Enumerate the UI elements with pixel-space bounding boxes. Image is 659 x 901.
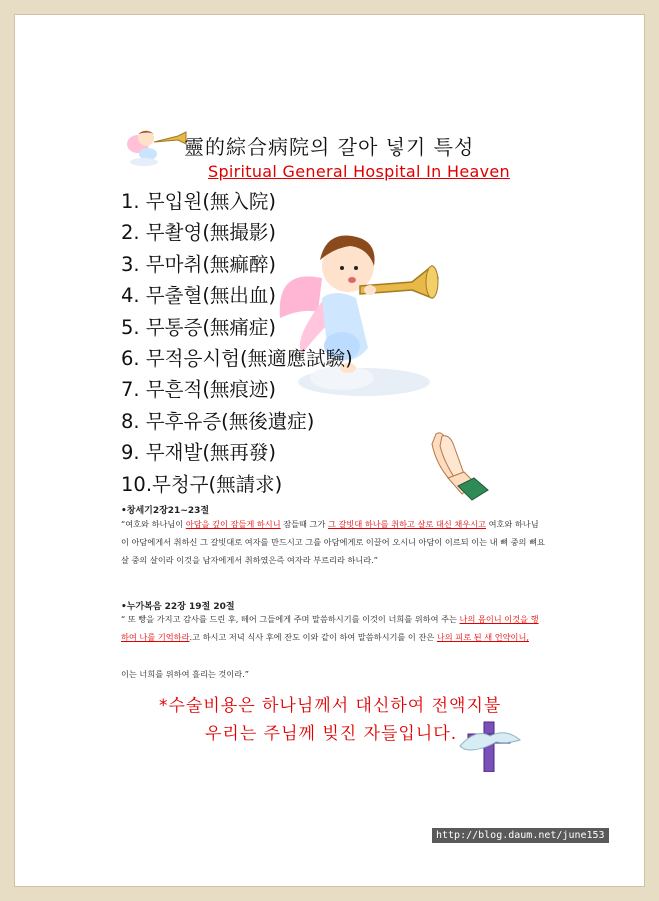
cross-icon bbox=[456, 720, 522, 772]
blog-url-watermark: http://blog.daum.net/june153 bbox=[432, 828, 609, 843]
list-item: 8. 무후유증(無後遺症) bbox=[121, 409, 315, 433]
small-angel-icon bbox=[126, 128, 188, 168]
list-item: 2. 무촬영(無撮影) bbox=[121, 221, 277, 245]
list-item: 10.무청구(無請求) bbox=[121, 472, 283, 496]
praying-hands-icon bbox=[428, 430, 492, 502]
genesis-passage: “여호와 하나님이 아담을 깊이 잠들게 하시니 잠들때 그가 그 갈빗대 하나를 취하고 살로 대신 채우시고 여호와 하나님이 아담에게서 취하신 그 갈빗대로 여자를 만드시고 그를 아담에게로 이끌어 오시니 아담이 이르되 이는 내 뼈 중의 뼈요 살 중의 살이라 이것을 남자에게서 취하였은즉 여자라 부르리라 하니라.” bbox=[121, 519, 545, 565]
list-item: 6. 무적응시험(無適應試驗) bbox=[121, 346, 353, 370]
luke-passage-end: 이는 너희를 위하여 흘리는 것이라.” bbox=[121, 669, 249, 679]
page-subtitle: Spiritual General Hospital In Heaven bbox=[208, 162, 510, 181]
closing-line-1: *수술비용은 하나님께서 대신하여 전액지불 bbox=[159, 696, 502, 716]
list-item: 3. 무마취(無痲醉) bbox=[121, 252, 277, 276]
luke-reference: •누가복음 22장 19절 20절 bbox=[121, 602, 235, 612]
closing-line-2: 우리는 주님께 빚진 자들입니다. bbox=[205, 724, 458, 744]
list-item: 1. 무입원(無入院) bbox=[121, 190, 277, 213]
feature-list bbox=[121, 188, 353, 502]
list-item: 9. 무재발(無再發) bbox=[121, 441, 277, 465]
highlighted-phrase: 나의 몸이니 이것을 행하여 나를 기억하라 bbox=[121, 614, 539, 642]
list-item: 7. 무흔적(無痕迹) bbox=[121, 378, 277, 402]
highlighted-phrase: 아담을 깊이 잠들게 하시니 bbox=[185, 519, 281, 529]
genesis-reference: •창세기2장21~23절 bbox=[121, 506, 210, 516]
page-title: 靈的綜合病院의 갈아 넣기 특성 bbox=[184, 135, 475, 159]
highlighted-phrase: 그 갈빗대 하나를 취하고 살로 대신 채우시고 bbox=[327, 519, 486, 529]
list-item: 4. 무출혈(無出血) bbox=[121, 284, 277, 308]
highlighted-phrase: 나의 피로 된 새 언약이니, bbox=[436, 632, 529, 642]
list-item: 5. 무통증(無痛症) bbox=[121, 315, 277, 339]
luke-passage: “ 또 빵을 가지고 감사를 드린 후, 떼어 그들에게 주며 말씀하시기를 이것이 너희를 위하여 주는 나의 몸이니 이것을 행하여 나를 기억하라.고 하시고 저녁 식사 후에 잔도 이와 같이 하여 말씀하시기를 이 잔은 나의 피로 된 새 언약이니, bbox=[121, 614, 539, 642]
